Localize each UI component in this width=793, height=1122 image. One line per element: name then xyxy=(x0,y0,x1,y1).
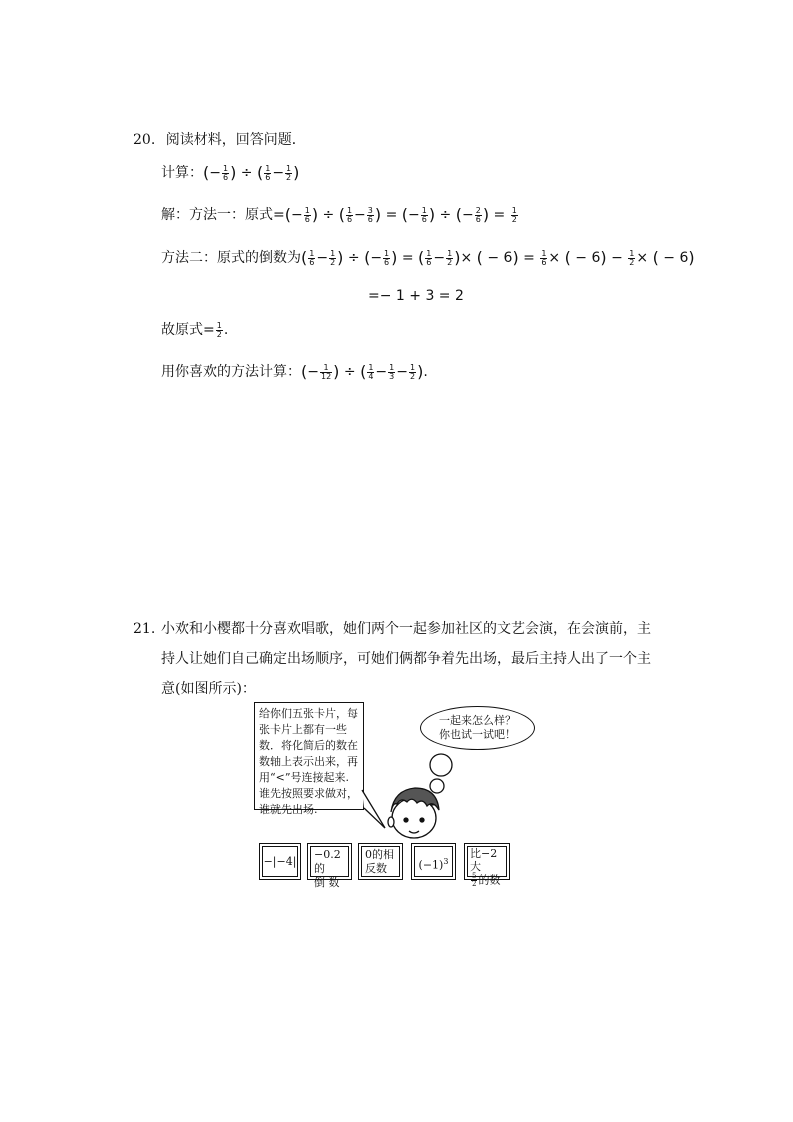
card-5-denominator: 2 xyxy=(472,880,477,888)
q20-title: 阅读材料，回答问题． xyxy=(165,132,306,148)
q20-calc-expr: (− $\frac{1}{6}$ ) ÷ ( $\frac{1}{6}$ − $\frac{1}{2}$ ) xyxy=(203,163,300,182)
speech-bubble: 给你们五张卡片，每张卡片上都有一些数．将化简后的数在数轴上表示出来，再用“<”号连接起来.谁先按照要求做对，谁就先出场. xyxy=(254,702,364,810)
card-2 xyxy=(307,843,352,889)
q20-calc-label: 计算： xyxy=(161,165,203,181)
q20-header xyxy=(133,130,306,150)
cloud-line-2: 你也试一试吧！ xyxy=(439,728,516,741)
q20-method1-line xyxy=(161,205,519,225)
card-3 xyxy=(358,843,403,880)
thought-dot-small xyxy=(428,797,436,805)
cloud-line-1: 一起来怎么样？ xyxy=(439,714,516,727)
card-2-line-2: 倒 数 xyxy=(314,876,340,889)
card-5-tail: 的数 xyxy=(478,873,501,887)
q20-conclusion-value: $\frac{1}{2}$ . xyxy=(216,320,229,339)
q20-method2-result: =− 1 + 3 = 2 xyxy=(368,288,464,304)
q20-task-label: 用你喜欢的方法计算： xyxy=(161,364,301,380)
bubble-tail xyxy=(362,790,385,828)
q20-solution-label: 解：方法一：原式= xyxy=(161,207,285,223)
card-5-numerator: 5 xyxy=(472,872,477,880)
boy-face xyxy=(388,788,439,838)
thought-cloud xyxy=(420,706,535,750)
q20-calc-line xyxy=(161,163,299,183)
card-1-text: −|−4| xyxy=(263,855,297,868)
q20-task-line xyxy=(161,362,428,382)
thought-dot-medium xyxy=(430,779,444,793)
q21-paragraph xyxy=(133,614,663,704)
q20-task-expr: (− $\frac{1}{12}$ ) ÷ ( $\frac{1}{4}$ − $\frac{1}{3}$ − $\frac{1}{2}$ ). xyxy=(301,362,428,381)
card-2-line-1: −0.2的 xyxy=(314,848,341,875)
q20-method2-label: 方法二：原式的倒数为 xyxy=(161,250,301,266)
card-3-line-1: 0的相 xyxy=(365,848,394,861)
q21-text: 小欢和小樱都十分喜欢唱歌，她们两个一起参加社区的文艺会演，在会演前，主持人让她们自己确定出场顺序，可她们俩都争着先出场，最后主持人出了一个主意(如图所示)： xyxy=(161,621,651,697)
card-4-exponent: 3 xyxy=(443,857,449,866)
q20-conclusion-line xyxy=(161,320,228,340)
card-5-line-1: 比−2大 xyxy=(470,847,498,873)
q20-number: 20. xyxy=(133,132,156,148)
card-5 xyxy=(464,843,510,888)
card-5-fraction xyxy=(471,873,477,888)
q20-method1-expr: (− $\frac{1}{6}$ ) ÷ ( $\frac{1}{6}$ − $\frac{3}{6}$ ) = (− $\frac{1}{6}$ ) ÷ (− $\frac{2}{6}$ ) = $\frac{1}{2}$ xyxy=(284,205,517,224)
q20-method2-line xyxy=(161,248,695,268)
q21-number: 21. xyxy=(133,621,156,637)
card-4 xyxy=(411,843,456,880)
card-4-text: (−1) xyxy=(418,858,444,872)
card-3-line-2: 反数 xyxy=(365,862,387,875)
q20-method2-expr: ( $\frac{1}{6}$ − $\frac{1}{2}$ ) ÷ (− $\frac{1}{6}$ ) = ( $\frac{1}{6}$ − $\frac{1}{2}$ )× ( − 6) = $\frac{1}{6}$ × ( − 6) − $\frac{1}{2}$ × ( − 6) xyxy=(301,248,695,267)
q20-conclusion-label: 故原式= xyxy=(161,322,215,338)
card-1 xyxy=(259,843,301,880)
thought-dot-large xyxy=(430,754,452,776)
